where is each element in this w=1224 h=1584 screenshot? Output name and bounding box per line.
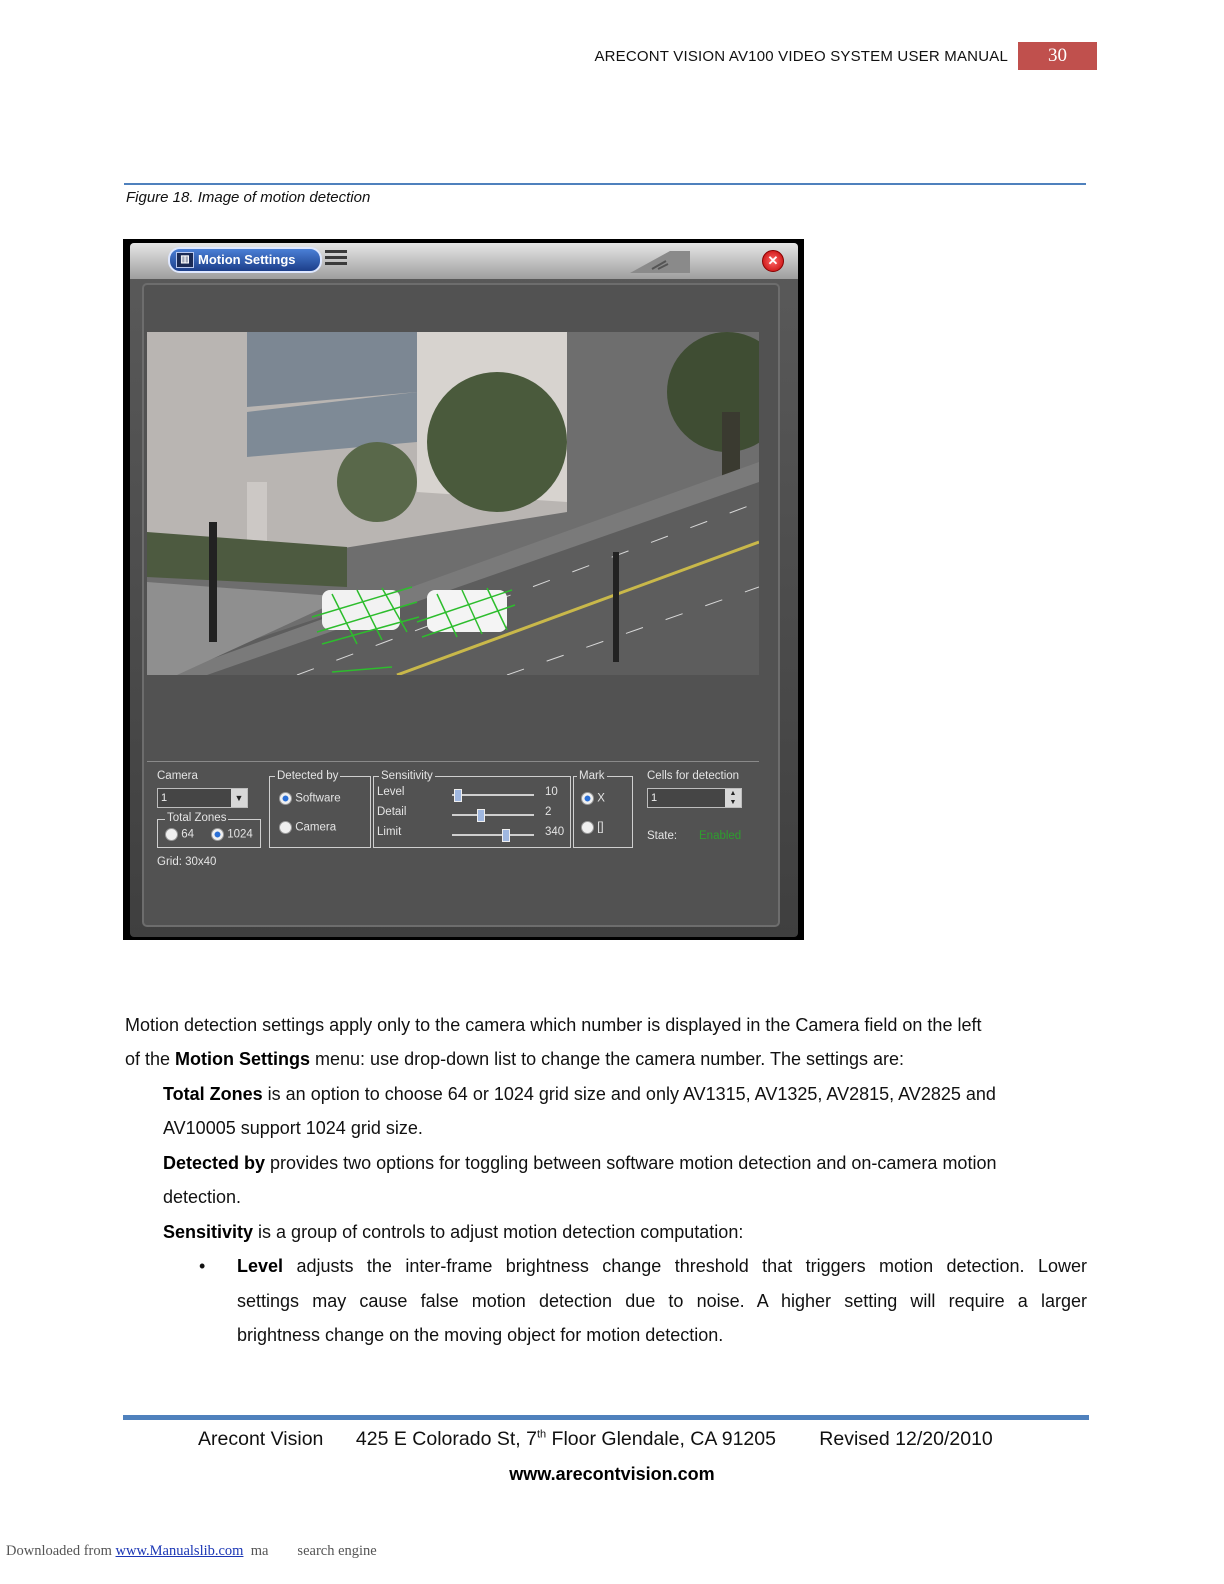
detected-by-term: Detected by [163, 1153, 266, 1173]
sensitivity-label: Sensitivity [381, 770, 433, 782]
page-number-badge: 30 [1018, 42, 1097, 70]
intro-text-post: menu: use drop-down list to change the camera number. The settings are: [310, 1049, 905, 1069]
grid-size-readout: Grid: 30x40 [157, 856, 217, 868]
zone-option-1024-label: 1024 [227, 828, 253, 841]
footer-revised-date: Revised 12/20/2010 [819, 1428, 993, 1450]
mark-option-x-label: X [597, 792, 605, 805]
sensitivity-level-value: 10 [545, 786, 558, 798]
total-zones-term: Total Zones [163, 1084, 263, 1104]
camera-dropdown[interactable] [157, 788, 248, 808]
slider-thumb[interactable] [477, 809, 485, 822]
detected-by-label: Detected by [277, 770, 339, 782]
app-logo-icon: ▥ [176, 252, 194, 268]
footer-website-link[interactable]: www.arecontvision.com [509, 1464, 715, 1484]
detected-by-software-label: Software [295, 792, 341, 805]
footer-company: Arecont Vision [198, 1428, 324, 1450]
detected-by-line-2: detection. [163, 1187, 242, 1207]
motion-settings-window [130, 243, 798, 937]
total-zones-line-2: AV10005 support 1024 grid size. [163, 1118, 423, 1138]
cells-stepper-value: 1 [651, 792, 658, 804]
sensitivity-line [163, 1215, 743, 1250]
cells-stepper[interactable] [647, 788, 742, 808]
download-text-post: ma search engine [243, 1543, 377, 1559]
sensitivity-detail-slider[interactable] [452, 814, 534, 816]
state-label: State: [647, 830, 678, 842]
sensitivity-text: is a group of controls to adjust motion detection computation: [253, 1222, 744, 1242]
bullet-icon: • [199, 1256, 206, 1276]
manualslib-link[interactable]: www.Manualslib.com [115, 1543, 244, 1559]
total-zones-line-1 [163, 1077, 996, 1112]
radio-mark-box-icon[interactable] [581, 821, 594, 834]
body-intro-line-1: Motion detection settings apply only to the camera which number is displayed in the Camera field on the left [125, 1015, 982, 1035]
level-text-1: adjusts the inter-frame brightness change threshold that triggers motion detection. Lower [283, 1256, 1087, 1276]
mark-option-x[interactable] [581, 792, 605, 805]
detected-by-text: provides two options for toggling between software motion detection and on-camera motion [265, 1153, 997, 1173]
footer-address-sup: th [536, 1428, 547, 1441]
zone-option-64[interactable] [165, 828, 194, 841]
stepper-up-icon[interactable]: ▲ [725, 789, 741, 798]
detected-by-line-1 [163, 1146, 996, 1181]
footer-divider [123, 1415, 1089, 1420]
window-titlebar[interactable] [130, 243, 798, 279]
mark-option-box-label: [] [597, 821, 604, 834]
mark-label: Mark [579, 770, 605, 782]
sensitivity-detail-value: 2 [545, 806, 552, 818]
radio-mark-x-icon[interactable] [581, 792, 594, 805]
footer-address: 425 E Colorado St, 7 [355, 1428, 537, 1450]
radio-camera-icon[interactable] [279, 821, 292, 834]
sensitivity-detail-label: Detail [377, 806, 407, 818]
motion-settings-term: Motion Settings [175, 1049, 311, 1069]
total-zones-label: Total Zones [167, 812, 227, 824]
radio-software-icon[interactable] [279, 792, 292, 805]
sensitivity-term: Sensitivity [163, 1222, 254, 1242]
sensitivity-limit-label: Limit [377, 826, 402, 838]
close-icon[interactable]: ✕ [762, 250, 784, 272]
level-line-3: brightness change on the moving object for motion detection. [237, 1325, 724, 1345]
motion-controls-strip [147, 761, 759, 876]
detected-by-camera[interactable] [279, 821, 336, 834]
footer-address-line [198, 1428, 993, 1451]
sensitivity-level-label: Level [377, 786, 405, 798]
running-header-title: ARECONT VISION AV100 VIDEO SYSTEM USER MANUAL [594, 48, 1008, 65]
detected-by-software[interactable] [279, 792, 341, 805]
detected-by-camera-label: Camera [295, 821, 337, 834]
camera-label: Camera [157, 770, 198, 782]
camera-dropdown-value: 1 [161, 792, 168, 804]
level-term: Level [237, 1256, 284, 1276]
chevron-down-icon[interactable]: ▼ [231, 789, 247, 807]
footer-address-rest: Floor Glendale, CA 91205 [546, 1428, 776, 1450]
menu-icon[interactable] [325, 250, 347, 266]
sensitivity-limit-slider[interactable] [452, 834, 534, 836]
radio-1024-icon[interactable] [211, 828, 224, 841]
sensitivity-level-slider[interactable] [452, 794, 534, 796]
cells-label: Cells for detection [647, 770, 740, 782]
camera-video-view[interactable] [147, 332, 759, 675]
window-title [168, 247, 322, 273]
body-intro-line-2 [125, 1042, 904, 1077]
level-line-2: settings may cause false motion detection due to noise. A higher setting will require a larger [237, 1291, 1087, 1311]
mark-option-box[interactable] [581, 821, 604, 834]
window-title-label: Motion Settings [198, 252, 296, 267]
download-text-pre: Downloaded from [6, 1543, 116, 1559]
header-divider [124, 183, 1086, 185]
intro-text-pre: of the [125, 1049, 176, 1069]
zone-option-64-label: 64 [181, 828, 194, 841]
resize-grip-icon[interactable] [630, 249, 690, 273]
sensitivity-limit-value: 340 [545, 826, 565, 838]
level-line-1 [237, 1249, 1087, 1284]
zone-option-1024[interactable] [211, 828, 253, 841]
total-zones-text: is an option to choose 64 or 1024 grid size and only AV1315, AV1325, AV2815, AV2825 and [262, 1084, 996, 1104]
slider-thumb[interactable] [454, 789, 462, 802]
download-notice [6, 1543, 377, 1560]
detected-by-group [269, 776, 371, 848]
camera-scene-image [147, 332, 759, 675]
slider-thumb[interactable] [502, 829, 510, 842]
figure-caption: Figure 18. Image of motion detection [126, 189, 371, 206]
mark-group [573, 776, 633, 848]
stepper-down-icon[interactable]: ▼ [725, 798, 741, 807]
radio-64-icon[interactable] [165, 828, 178, 841]
state-value: Enabled [699, 830, 742, 842]
